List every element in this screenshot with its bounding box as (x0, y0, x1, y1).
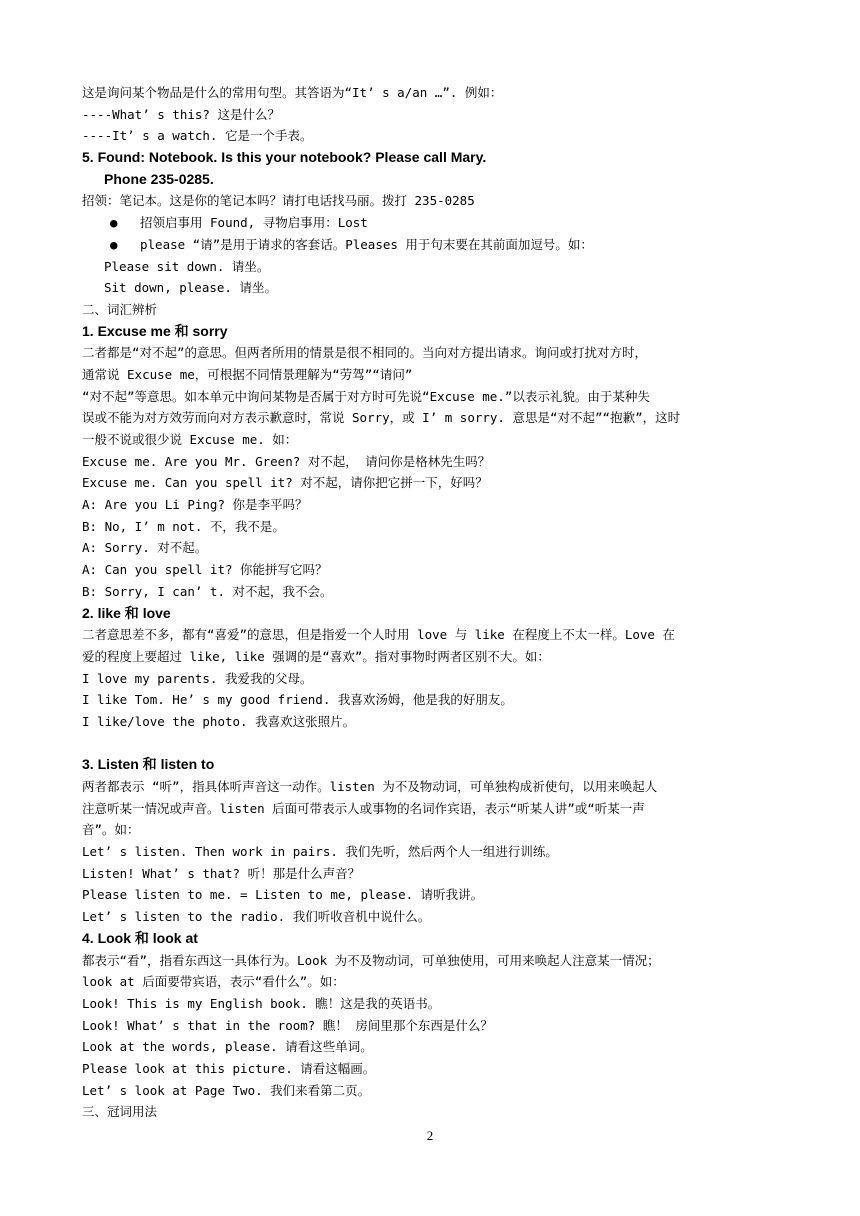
text-line: look at 后面要带宾语，表示“看什么”。如： (82, 974, 345, 990)
section-heading: 5. Found: Notebook. Is this your notebook? Please call Mary. (82, 149, 487, 166)
dialogue-line: A: Can you spell it? 你能拼写它吗？ (82, 562, 328, 578)
bullet-item (82, 234, 782, 256)
section-heading: 1. Excuse me 和 sorry (82, 322, 228, 339)
text-line: 音”。如： (82, 822, 140, 838)
example-line: Excuse me. Are you Mr. Green? 对不起， 请问你是格林先生吗？ (82, 453, 491, 469)
example-line: I love my parents. 我爱我的父母。 (82, 670, 313, 686)
example-line: Look at the words, please. 请看这些单词。 (82, 1039, 373, 1055)
example-line: Listen! What’ s that? 听！那是什么声音？ (82, 865, 361, 881)
text-line: 误或不能为对方效劳而向对方表示歉意时，常说 Sorry，或 I’ m sorry. 意思是“对不起”“抱歉”，这时 (82, 410, 681, 426)
blank-line (82, 733, 782, 755)
text-line: 两者都表示 “听”，指具体听声音这一动作。listen 为不及物动词，可单独构成祈使句，以用来唤起人 (82, 779, 658, 794)
bullet-item (82, 212, 782, 234)
example-line: Let’ s listen to the radio. 我们听收音机中说什么。 (82, 909, 431, 925)
text-line: 二者都是“对不起”的意思。但两者所用的情景是很不相同的。当向对方提出请求。询问或打扰对方时， (82, 345, 648, 361)
text-line: 招领：笔记本。这是你的笔记本吗？请打电话找马丽。拨打 235-0285 (82, 193, 475, 209)
text-line: 注意听某一情况或声音。listen 后面可带表示人或事物的名词作宾语，表示“听某人讲”或“听某一声 (82, 800, 645, 816)
dialogue-line: ----It’ s a watch. 它是一个手表。 (82, 128, 313, 144)
text-line: 这是询问某个物品是什么的常用句型。其答语为“It’ s a/an …”. 例如： (82, 85, 503, 100)
example-line: I like Tom. He’ s my good friend. 我喜欢汤姆，他是我的好朋友。 (82, 692, 513, 708)
page-content (82, 82, 782, 1123)
section-heading-continued: Phone 235-0285. (104, 170, 214, 187)
bullet-icon: ● (110, 215, 118, 231)
text-line: 二者意思差不多，都有“喜爱”的意思，但是指爱一个人时用 love 与 like 在程度上不太一样。Love 在 (82, 627, 675, 643)
text-line: 都表示“看”，指看东西这一具体行为。Look 为不及物动词，可单独使用，可用来唤起人注意某一情况； (82, 952, 660, 968)
example-line: Look! What’ s that in the room? 瞧！ 房间里那个东西是什么？ (82, 1017, 493, 1033)
example-line: I like/love the photo. 我喜欢这张照片。 (82, 713, 356, 729)
bullet-icon: ● (110, 236, 118, 252)
text-line: 通常说 Excuse me，可根据不同情景理解为“劳驾”“请问” (82, 366, 413, 382)
example-line: Let’ s listen. Then work in pairs. 我们先听，然后两个人一组进行训练。 (82, 844, 558, 860)
dialogue-line: ----What’ s this? 这是什么？ (82, 106, 280, 122)
example-line: Please listen to me. = Listen to me, please. 请听我讲。 (82, 887, 484, 903)
bullet-text: 招领启事用 Found, 寻物启事用：Lost (140, 215, 368, 231)
example-line: Look! This is my English book. 瞧！这是我的英语书。 (82, 995, 441, 1011)
part-heading: 三、冠词用法 (82, 1104, 158, 1120)
section-heading: 4. Look 和 look at (82, 929, 198, 946)
dialogue-line: A: Sorry. 对不起。 (82, 540, 208, 556)
section-heading: 3. Listen 和 listen to (82, 756, 215, 773)
page-number: 2 (426, 1128, 434, 1143)
example-line: Please sit down. 请坐。 (104, 258, 270, 274)
example-line: Sit down, please. 请坐。 (104, 280, 277, 296)
example-line: Let’ s look at Page Two. 我们来看第二页。 (82, 1082, 371, 1098)
part-heading: 二、词汇辨析 (82, 301, 158, 317)
text-line: 一般不说或很少说 Excuse me. 如： (82, 432, 298, 447)
section-heading: 2. like 和 love (82, 604, 171, 621)
dialogue-line: B: Sorry, I can’ t. 对不起，我不会。 (82, 583, 333, 599)
example-line: Excuse me. Can you spell it? 对不起，请你把它拼一下，好吗？ (82, 475, 488, 491)
bullet-text: please “请”是用于请求的客套话。Pleases 用于句末要在其前面加逗号。如： (140, 236, 593, 252)
dialogue-line: B: No, I’ m not. 不，我不是。 (82, 518, 285, 534)
text-line: “对不起”等意思。如本单元中询问某物是否属于对方时可先说“Excuse me.”以表示礼貌。由于某种失 (82, 388, 650, 404)
example-line: Please look at this picture. 请看这幅画。 (82, 1060, 376, 1076)
dialogue-line: A: Are you Li Ping? 你是李平吗？ (82, 497, 308, 513)
text-line: 爱的程度上要超过 like, like 强调的是“喜欢”。指对事物时两者区别不大。如： (82, 648, 550, 664)
